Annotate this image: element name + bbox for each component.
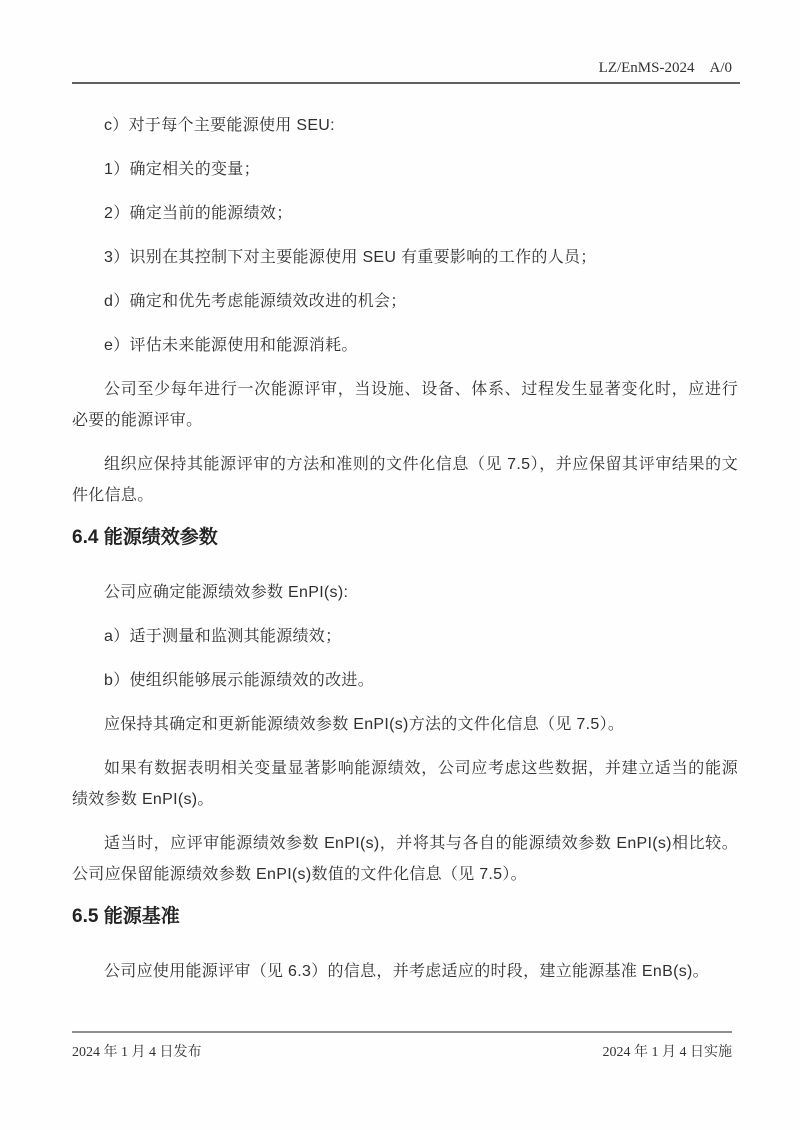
paragraph-energy-review: 公司至少每年进行一次能源评审，当设施、设备、体系、过程发生显著变化时，应进行必要的能源评审。 [72,381,738,429]
paragraph-enpi-intro: 公司应确定能源绩效参数 EnPI(s): [104,584,349,601]
page-footer [72,1031,732,1061]
list-item-b: b）使组织能够展示能源绩效的改进。 [104,672,374,689]
list-item-2: 2）确定当前的能源绩效； [104,205,293,222]
list-item-c: c）对于每个主要能源使用 SEU: [104,117,335,134]
release-date: 2024 年 1 月 4 日发布 [72,1045,202,1060]
doc-code: LZ/EnMS-2024 [598,60,695,76]
paragraph-documented-info: 组织应保持其能源评审的方法和准则的文件化信息（见 7.5），并应保留其评审结果的文件化信息。 [72,456,738,504]
paragraph-enb: 公司应使用能源评审（见 6.3）的信息，并考虑适应的时段，建立能源基准 EnB(s)。 [104,963,709,980]
implement-date: 2024 年 1 月 4 日实施 [602,1045,732,1060]
list-item-e: e）评估未来能源使用和能源消耗。 [104,337,358,354]
doc-revision: A/0 [709,60,732,76]
section-heading-6-5: 6.5 能源基准 [72,906,180,927]
page-header [72,60,740,84]
list-item-1: 1）确定相关的变量； [104,161,260,178]
list-item-a: a）适于测量和监测其能源绩效； [104,628,342,645]
list-item-3: 3）识别在其控制下对主要能源使用 SEU 有重要影响的工作的人员； [104,249,597,266]
paragraph-enpi-data: 如果有数据表明相关变量显著影响能源绩效，公司应考虑这些数据，并建立适当的能源绩效参数 EnPI(s)。 [72,760,738,808]
document-body [72,88,738,1000]
list-item-d: d）确定和优先考虑能源绩效改进的机会； [104,293,407,310]
paragraph-enpi-compare: 适当时，应评审能源绩效参数 EnPI(s)，并将其与各自的能源绩效参数 EnPI(s)相比较。公司应保留能源绩效参数 EnPI(s)数值的文件化信息（见 7.5）。 [72,835,738,883]
section-heading-6-4: 6.4 能源绩效参数 [72,527,218,548]
paragraph-enpi-method: 应保持其确定和更新能源绩效参数 EnPI(s)方法的文件化信息（见 7.5）。 [104,716,625,733]
